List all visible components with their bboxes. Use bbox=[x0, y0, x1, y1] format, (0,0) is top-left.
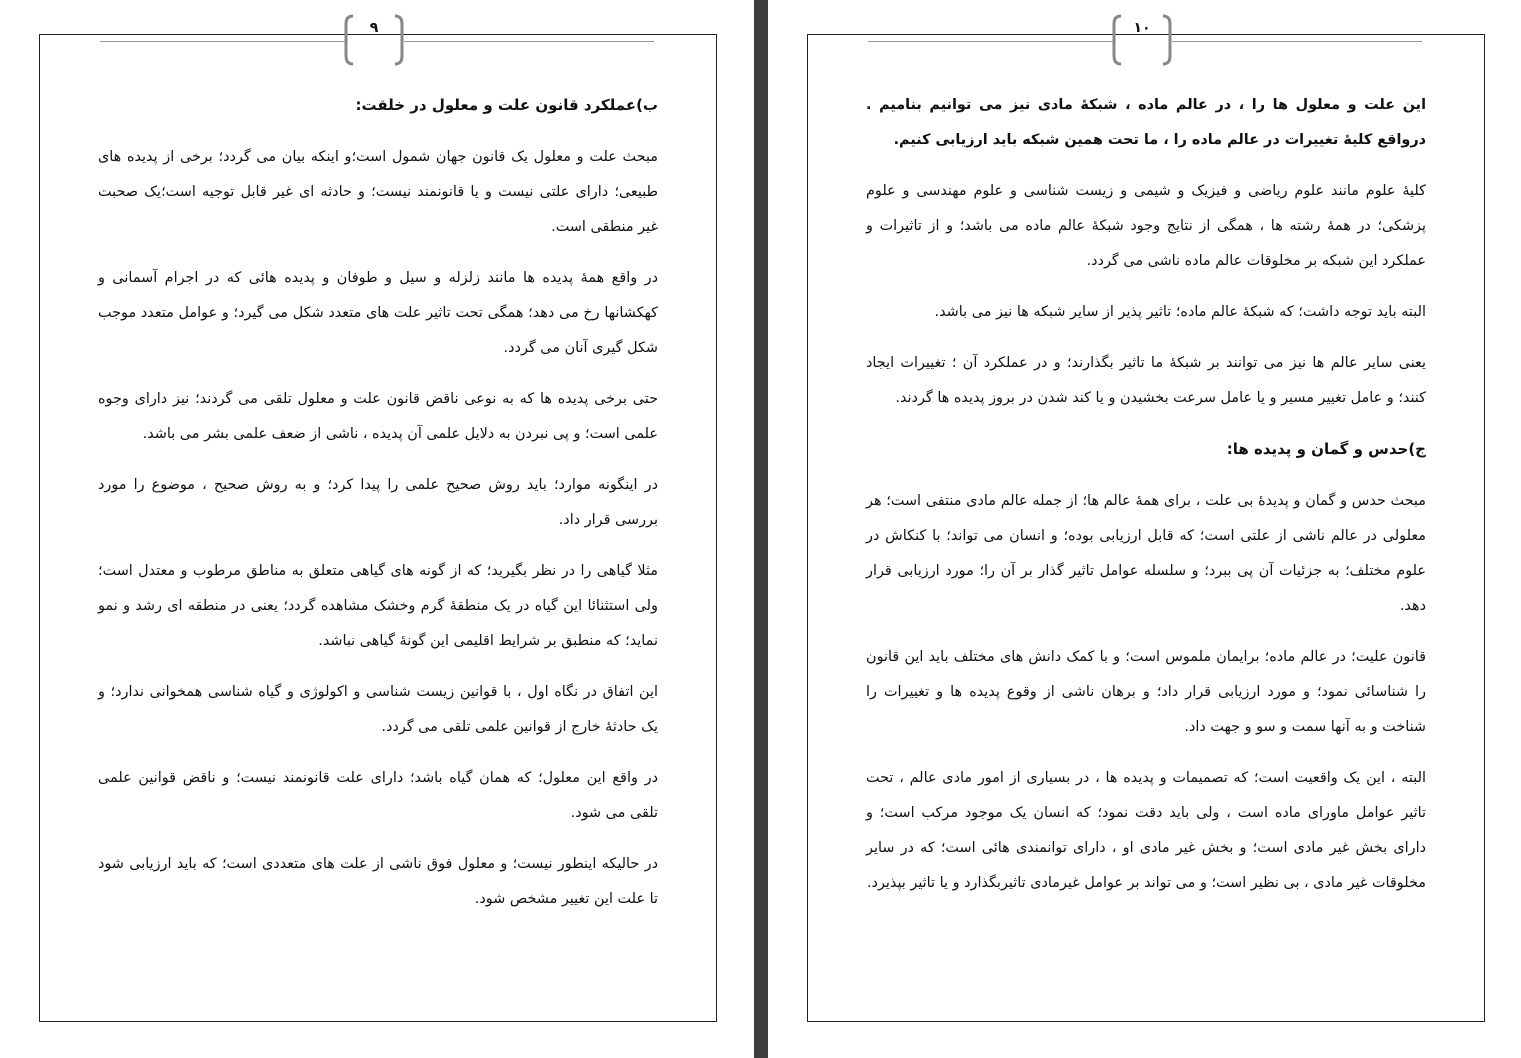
page-body bbox=[866, 88, 1426, 917]
left-page bbox=[0, 0, 754, 1058]
paragraph: البته ، این یک واقعیت است؛ که تصمیمات و پدیده ها ، در بسیاری از امور مادی عالم ، تحت تاثیر عوامل ماورای ماده است ، ولی باید دقت نمود؛ که انسان یک موجود مرکب است؛ و دارای بخش غیر مادی است؛ و بخش غیر مادی او ، دارای توانمندی هائی است؛ که در سایر مخلوقات غیر مادی ، بی نظیر است؛ و می تواند بر عوامل غیرمادی تاثیربگذارد و یا تاثیر بپذیرد. bbox=[866, 770, 1426, 891]
header-rule bbox=[100, 41, 346, 42]
header-rule bbox=[1172, 41, 1422, 42]
right-page bbox=[768, 0, 1521, 1058]
page-number-badge bbox=[1111, 14, 1173, 66]
paragraph: در واقع همهٔ پدیده ها مانند زلزله و سیل و طوفان و پدیده هائی که در اجرام آسمانی و کهکشانها رخ می دهد؛ همگی تحت تاثیر علت های متعدد شکل می گیرد؛ و عوامل متعدد موجب شکل گیری آنان می گردد. bbox=[98, 270, 658, 356]
paragraph: این اتفاق در نگاه اول ، با قوانین زیست شناسی و اکولوژی و گیاه شناسی همخوانی ندارد؛ و یک حادثهٔ خارج از قوانین علمی تلقی می گردد. bbox=[98, 684, 658, 735]
paragraph: در واقع این معلول؛ که همان گیاه باشد؛ دارای علت قانونمند نیست؛ و ناقض قوانین علمی تلقی می شود. bbox=[98, 770, 658, 821]
paragraph: یعنی سایر عالم ها نیز می توانند بر شبکهٔ ما تاثیر بگذارند؛ و در عملکرد آن ؛ تغییرات ایجاد کنند؛ و عامل تغییر مسیر و یا عامل سرعت بخشیدن و یا کند شدن در بروز پدیده ها گردند. bbox=[866, 355, 1426, 406]
page-number: ۱۰ bbox=[1133, 20, 1151, 36]
paragraph: قانون علیت؛ در عالم ماده؛ برایمان ملموس است؛ و با کمک دانش های مختلف باید این قانون را شناسائی نمود؛ و مورد ارزیابی قرار داد؛ و برهان ناشی از وقوع پدیده ها و تغییرات را شناخت و به آنها سمت و سو و جهت داد. bbox=[866, 649, 1426, 735]
header-rule bbox=[868, 41, 1114, 42]
section-heading: ج)حدس و گمان و پدیده ها: bbox=[1226, 440, 1426, 458]
book-spine bbox=[754, 0, 768, 1058]
paragraph: البته باید توجه داشت؛ که شبکهٔ عالم ماده؛ تاثیر پذیر از سایر شبکه ها نیز می باشد. bbox=[934, 304, 1426, 320]
section-heading: ب)عملکرد قانون علت و معلول در خلقت: bbox=[355, 96, 658, 114]
paragraph: کلیهٔ علوم مانند علوم ریاضی و فیزیک و شیمی و زیست شناسی و علوم مهندسی و علوم پزشکی؛ در همهٔ رشته ها ، همگی از نتایج وجود شبکهٔ عالم ماده می باشد؛ و از تاثیرات و عملکرد این شبکه بر مخلوقات عالم ماده ناشی می گردد. bbox=[866, 183, 1426, 269]
paragraph: در حالیکه اینطور نیست؛ و معلول فوق ناشی از علت های متعددی است؛ که باید ارزیابی شود تا علت این تغییر مشخص شود. bbox=[98, 856, 658, 907]
paragraph: در اینگونه موارد؛ باید روش صحیح علمی را پیدا کرد؛ و به روش صحیح ، موضوع را مورد بررسی قرار داد. bbox=[98, 477, 658, 528]
intro-paragraph: این علت و معلول ها را ، در عالم ماده ، شبکهٔ مادی نیز می توانیم بنامیم . درواقع کلیهٔ تغییرات در عالم ماده را ، ما تحت همین شبکه باید ارزیابی کنیم. bbox=[866, 97, 1426, 148]
paragraph: مبحث حدس و گمان و پدیدهٔ بی علت ، برای همهٔ عالم ها؛ از جمله عالم مادی منتفی است؛ هر معلولی در عالم ناشی از علتی است؛ که قابل ارزیابی بوده؛ و انسان می تواند؛ با کنکاش در علوم مختلف؛ به جزئیات آن پی ببرد؛ و سلسله عوامل تاثیر گذار بر آن را؛ مورد ارزیابی قرار دهد. bbox=[866, 493, 1426, 614]
header-rule bbox=[404, 41, 654, 42]
page-number-badge bbox=[343, 14, 405, 66]
paragraph: مثلا گیاهی را در نظر بگیرید؛ که از گونه های گیاهی متعلق به مناطق مرطوب و معتدل است؛ ولی استثنائا این گیاه در یک منطقهٔ گرم وخشک مشاهده گردد؛ یعنی در منطقه ای رشد و نمو نماید؛ که منطبق بر شرایط اقلیمی این گونهٔ گیاهی نباشد. bbox=[98, 563, 658, 649]
paragraph: حتی برخی پدیده ها که به نوعی ناقض قانون علت و معلول تلقی می گردند؛ نیز دارای وجوه علمی است؛ و پی نبردن به دلایل علمی آن پدیده ، ناشی از ضعف علمی بشر می باشد. bbox=[98, 391, 658, 442]
page-body bbox=[98, 88, 658, 933]
page-number: ۹ bbox=[369, 20, 379, 36]
paragraph: مبحث علت و معلول یک قانون جهان شمول است؛و اینکه بیان می گردد؛ برخی از پدیده های طبیعی؛ دارای علتی نیست و یا قانونمند نیست؛ و حادثه ای غیر قابل توجیه است؛یک صحبت غیر منطقی است. bbox=[98, 149, 658, 235]
